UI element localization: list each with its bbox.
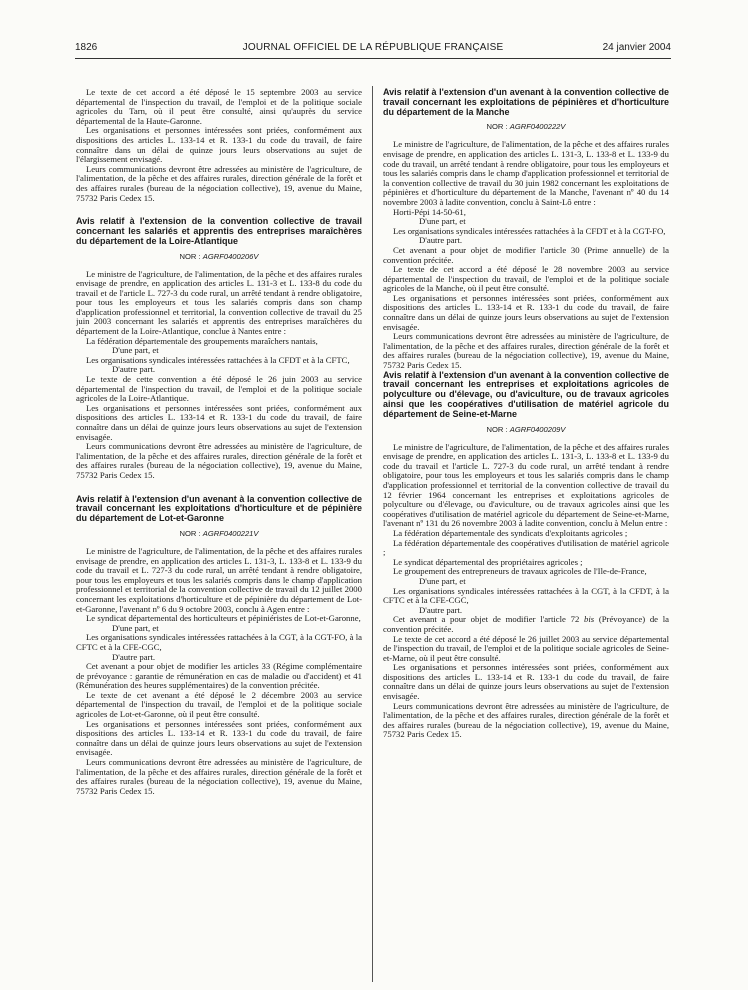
notice-title: Avis relatif à l'extension de la convention collective de travail concernant les salariés et apprentis des entreprises maraîchères du département de la Loire-Atlantique <box>76 216 362 246</box>
nor-reference <box>76 529 362 538</box>
party: La fédération départementale des groupements maraîchers nantais, <box>86 335 318 346</box>
party: La fédération départementale des syndicats d'exploitants agricoles ; <box>393 527 628 538</box>
paragraph: Le ministre de l'agriculture, de l'alimentation, de la pêche et des affaires rurales envisage de prendre, en application des articles L. 131-3, L. 133-8 et L. 133-9 du code du travail, un arrêté tendant à rendre obligatoire, pour tous les employeurs et tous les salariés compris dans le champ d'application professionnel et territorial de la convention collective de travail du 30 juin 1982 concernant les exploitations de pépinières et d'horticulture du département de la Manche, l'avenant nº 40 du 14 novembre 2003 à ladite convention, conclu à Saint-Lô entre : <box>383 139 669 207</box>
paragraph: Les organisations et personnes intéressées sont priées, conformément aux dispositions des articles L. 133-14 et R. 133-1 du code du travail, de faire connaître dans un délai de quinze jours leurs observations au sujet de l'élargissement envisagé. <box>76 125 362 165</box>
party: Les organisations syndicales intéressées rattachées à la CGT, à la CGT-FO, à la CFTC et à la CFE-CGC, <box>76 632 362 652</box>
paragraph: Les organisations et personnes intéressées sont priées, conformément aux dispositions des articles L. 133-14 et R. 133-1 du code du travail, de faire connaître dans un délai de quinze jours leurs observations au sujet de l'extension envisagée. <box>383 292 669 332</box>
nor-reference <box>383 425 669 434</box>
nor-label: NOR : <box>179 528 201 538</box>
paragraph: Cet avenant a pour objet de modifier les articles 33 (Régime complémentaire de prévoyance : garantie de rémunération en cas de maladie ou d'accident) et 41 (Rémunération des heures supplémentaires) de la convention précitée. <box>76 661 362 691</box>
party: D'autre part. <box>112 651 156 662</box>
nor-reference <box>76 252 362 261</box>
paragraph: Les organisations et personnes intéressées sont priées, conformément aux dispositions des articles L. 133-14 et R. 133-1 du code du travail, de faire connaître dans un délai de quinze jours leurs observations au sujet de l'extension envisagée. <box>76 718 362 758</box>
header-rule <box>75 58 671 59</box>
nor-code: AGRF0400206V <box>202 251 259 261</box>
notice-manche <box>383 88 669 371</box>
nor-code: AGRF0400209V <box>509 424 566 434</box>
notice-title: Avis relatif à l'extension d'un avenant à la convention collective de travail concernant les exploitations de pépinières et d'horticulture du département de la Manche <box>383 88 669 117</box>
issue-date: 24 janvier 2004 <box>602 42 671 53</box>
party: Le syndicat départemental des propriétaires agricoles ; <box>393 556 583 567</box>
party: Les organisations syndicales intéressées rattachées à la CGT, à la CFDT, à la CFTC et à la CFE-CGC, <box>383 585 669 606</box>
paragraph: Les organisations et personnes intéressées sont priées, conformément aux dispositions des articles L. 133-14 et R. 133-1 du code du travail, de faire connaître dans un délai de quinze jours leurs observations au sujet de l'extension envisagée. <box>383 662 669 702</box>
paragraph: Le texte de cet accord a été déposé le 28 novembre 2003 au service départemental de l'inspection du travail, de l'emploi et de la politique sociale agricoles de la Manche, où il peut être consulté. <box>383 264 669 294</box>
paragraph: Le ministre de l'agriculture, de l'alimentation, de la pêche et des affaires rurales envisage de prendre, en application des articles L. 131-3, L. 133-8 et L. 133-9 du code du travail et l'article L. 727-3 du code rural, un arrêté tendant à rendre obligatoire, pour tous les employeurs et tous les salariés compris dans le champ d'application professionnel et territorial de la convention collective de travail du 12 février 1964 concernant les entreprises et exploitations agricoles de polyculture ou d'élevage, ou d'aviculture, ou de travaux agricoles ainsi que les coopératives d'utilisation de matériel agricole du département de Seine-et-Marne, l'avenant nº 131 du 26 novembre 2003 à ladite convention, conclu à Melun entre : <box>383 441 669 529</box>
notice-seine-et-marne <box>383 371 669 740</box>
party: D'autre part. <box>419 604 463 615</box>
nor-label: NOR : <box>179 251 201 261</box>
paragraph: Le ministre de l'agriculture, de l'alimentation, de la pêche et des affaires rurales envisage de prendre, en application des articles L. 131-3, L. 133-8 et L. 133-9 du code du travail et L. 727-3 du code rural, un arrêté tendant à rendre obligatoire, pour tous les employeurs et tous les salariés compris dans le champ d'application professionnel et territorial de la convention collective de travail du 12 juillet 2000 concernant les exploitations d'horticulture et de pépinière du département de Lot-et-Garonne, l'avenant nº 6 du 9 octobre 2003, conclu à Agen entre : <box>76 545 362 614</box>
right-column <box>383 88 669 983</box>
paragraph: Leurs communications devront être adressées au ministère de l'agriculture, de l'alimentation, de la pêche et des affaires rurales, direction générale de la forêt et des affaires rurales (bureau de la négociation collective), 19, avenue du Maine, 75732 Paris Cedex 15. <box>76 757 362 796</box>
continuation-text <box>76 88 362 203</box>
paragraph: Leurs communications devront être adressées au ministère de l'agriculture, de l'alimentation, de la pêche et des affaires rurales, direction générale de la forêt et des affaires rurales (bureau de la négociation collective), 19, avenue du Maine, 75732 Paris Cedex 15. <box>76 441 362 480</box>
party: Le groupement des entrepreneurs de travaux agricoles de l'Ile-de-France, <box>393 566 647 577</box>
notice-loire-atlantique <box>76 217 362 480</box>
party: Les organisations syndicales intéressées rattachées à la CFDT et à la CFTC, <box>86 354 350 365</box>
party: D'une part, et <box>419 216 466 227</box>
column-divider <box>372 86 373 982</box>
paragraph: Le texte de cet accord a été déposé le 15 septembre 2003 au service départemental de l'inspection du travail, de l'emploi et de la politique sociale agricoles du Tarn, où il peut être consulté, ainsi qu'auprès du service départemental de la Haute-Garonne. <box>76 88 362 126</box>
left-column <box>76 88 362 983</box>
page-number: 1826 <box>75 42 98 53</box>
objet-bis: bis <box>583 614 595 625</box>
paragraph: Leurs communications devront être adressées au ministère de l'agriculture, de l'alimentation, de la pêche et des affaires rurales, direction générale de la forêt et des affaires rurales (bureau de la négociation collective), 19, avenue du Maine, 75732 Paris Cedex 15. <box>383 331 669 371</box>
nor-code: AGRF0400221V <box>202 528 259 538</box>
nor-reference <box>383 122 669 131</box>
notice-title: Avis relatif à l'extension d'un avenant à la convention collective de travail concernant les exploitations d'horticulture et de pépinière du département de Lot-et-Garonne <box>76 493 362 524</box>
paragraph: Leurs communications devront être adressées au ministère de l'agriculture, de l'alimentation, de la pêche et des affaires rurales, direction générale de la forêt et des affaires rurales (bureau de la négociation collective), 19, avenue du Maine, 75732 Paris Cedex 15. <box>76 163 362 203</box>
page-header <box>75 40 671 58</box>
party: Le syndicat départemental des horticulteurs et pépiniéristes de Lot-et-Garonne, <box>86 613 361 624</box>
paragraph: Cet avenant a pour objet de modifier l'article 30 (Prime annuelle) de la convention précitée. <box>383 244 669 265</box>
paragraph: Le texte de cet avenant a été déposé le 2 décembre 2003 au service départemental de l'inspection du travail, de l'emploi et de la politique sociale agricoles de Lot-et-Garonne, où il peut être consulté. <box>76 689 362 720</box>
nor-label: NOR : <box>486 424 508 434</box>
party: D'une part, et <box>112 345 159 356</box>
party: La fédération départementale des coopératives d'utilisation de matériel agricole ; <box>383 537 669 558</box>
paragraph: Les organisations et personnes intéressées sont priées, conformément aux dispositions des articles L. 133-14 et R. 133-1 du code du travail, de faire connaître dans un délai de quinze jours leurs observations au sujet de l'extension envisagée. <box>76 402 362 442</box>
paragraph: Leurs communications devront être adressées au ministère de l'agriculture, de l'alimentation, de la pêche et des affaires rurales, direction générale de la forêt et des affaires rurales (bureau de la négociation collective), 19, avenue du Maine, 75732 Paris Cedex 15. <box>383 700 669 740</box>
paragraph: Le texte de cette convention a été déposé le 26 juin 2003 au service départemental de l'inspection du travail, de l'emploi et de la politique sociale agricoles de la Loire-Atlantique. <box>76 374 362 404</box>
paragraph: Le ministre de l'agriculture, de l'alimentation, de la pêche et des affaires rurales envisage de prendre, en application des articles L. 131-3 et L. 133-8 du code du travail et de l'article L. 727-3 du code rural, un arrêté tendant à rendre obligatoire, pour tous les employeurs et tous les salariés compris dans son champ d'application professionnel et territorial, la convention collective de travail du 25 juin 2003 concernant les salariés et apprentis des entreprises maraîchères du département de la Loire-Atlantique, conclue à Nantes entre : <box>76 268 362 337</box>
notice-title: Avis relatif à l'extension d'un avenant à la convention collective de travail concernant les entreprises et exploitations agricoles de polyculture ou d'élevage, ou d'aviculture, ou de travaux agricoles ainsi que les coopératives d'utilisation de matériel agricole du département de Seine-et-Marne <box>383 369 669 419</box>
journal-title: JOURNAL OFFICIEL DE LA RÉPUBLIQUE FRANÇAISE <box>242 42 504 53</box>
party: D'autre part. <box>112 364 156 375</box>
notice-lot-et-garonne <box>76 495 362 797</box>
party: Les organisations syndicales intéressées rattachées à la CFDT et à la CGT-FO, <box>393 225 666 236</box>
objet-prefix: Cet avenant a pour objet de modifier l'article 72 <box>393 614 584 625</box>
party: D'une part, et <box>419 575 466 586</box>
paragraph-objet <box>383 615 669 634</box>
party: D'autre part. <box>419 235 463 246</box>
objet-suffix: (Prévoyance) de la convention précitée. <box>383 614 669 634</box>
party: D'une part, et <box>112 622 159 633</box>
paragraph: Le texte de cet accord a été déposé le 26 juillet 2003 au service départemental de l'inspection du travail, de l'emploi et de la politique sociale agricoles de Seine-et-Marne, où il peut être consulté. <box>383 633 669 663</box>
party: Horti-Pépi 14-50-61, <box>393 206 466 217</box>
nor-label: NOR : <box>486 122 508 132</box>
nor-code: AGRF0400222V <box>509 122 566 132</box>
